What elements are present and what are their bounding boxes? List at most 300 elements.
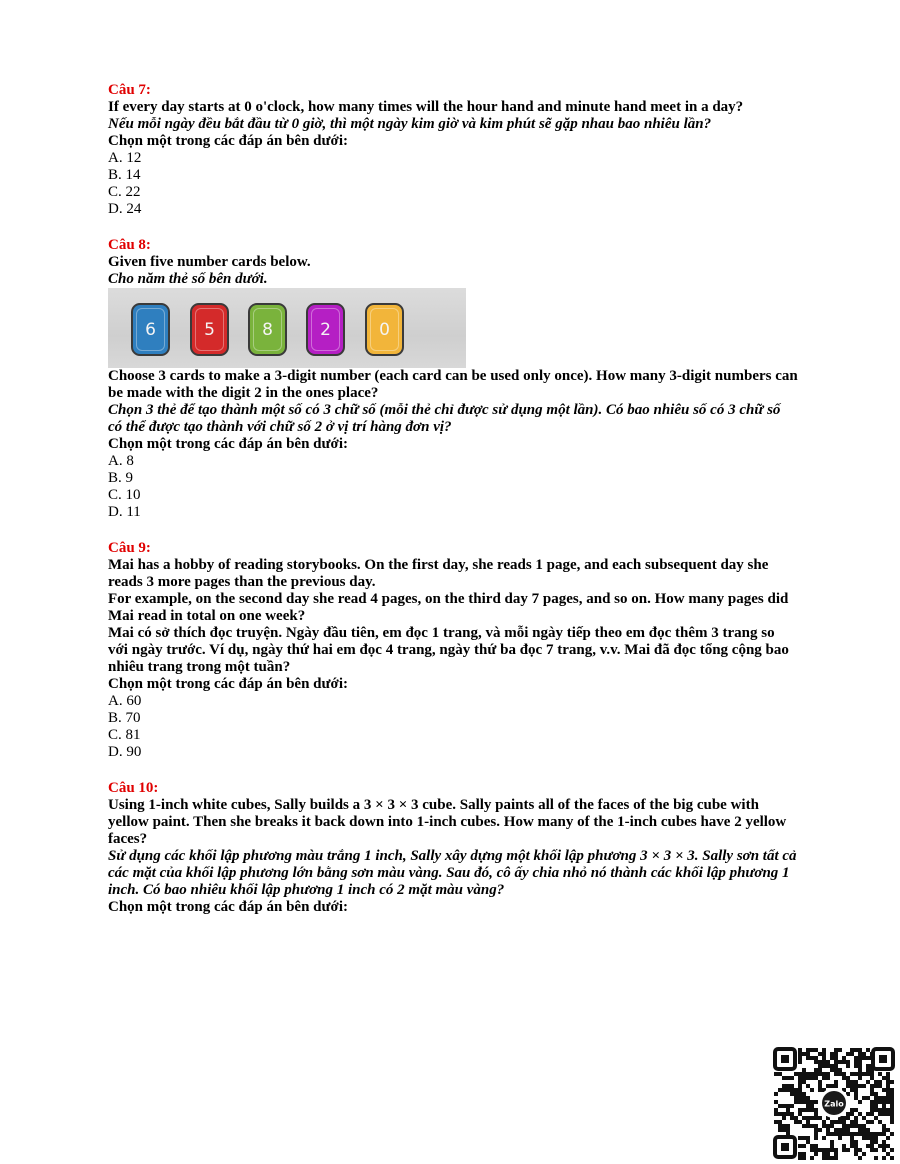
qr-module — [778, 1128, 782, 1132]
qr-module — [830, 1124, 834, 1128]
qr-module — [850, 1124, 854, 1128]
answer-option[interactable]: B. 70 — [108, 710, 141, 726]
qr-module — [842, 1120, 846, 1124]
qr-module — [870, 1132, 874, 1136]
qr-module — [794, 1088, 798, 1092]
qr-module — [882, 1108, 886, 1112]
qr-module — [838, 1132, 842, 1136]
qr-module — [822, 1060, 826, 1064]
number-card — [190, 303, 229, 356]
qr-module — [846, 1112, 850, 1116]
qr-module — [810, 1108, 814, 1112]
qr-module — [890, 1088, 894, 1092]
qr-module — [790, 1084, 794, 1088]
qr-module — [786, 1128, 790, 1132]
qr-module — [890, 1116, 894, 1120]
qr-module — [890, 1108, 894, 1112]
qr-module — [886, 1076, 890, 1080]
qr-module — [858, 1124, 862, 1128]
qr-module — [846, 1076, 850, 1080]
answer-option[interactable]: A. 60 — [108, 693, 142, 709]
qr-module — [886, 1152, 890, 1156]
qr-module — [890, 1100, 894, 1104]
qr-module — [794, 1072, 798, 1076]
qr-module — [834, 1132, 838, 1136]
qr-module — [850, 1084, 854, 1088]
qr-module — [826, 1128, 830, 1132]
qr-module — [870, 1104, 874, 1108]
qr-module — [874, 1140, 878, 1144]
qr-module — [826, 1152, 830, 1156]
qr-module — [846, 1132, 850, 1136]
qr-module — [794, 1092, 798, 1096]
zalo-logo-text: Zalo — [824, 1099, 844, 1109]
qr-module — [782, 1104, 786, 1108]
question-text-vi: Sử dụng các khối lập phương màu trắng 1 inch, Sally xây dựng một khối lập phương 3 × 3 × 3. Sally sơn tất cả các mặt của khối lập phương lớn bằng sơn màu vàng. Sau đó, cô ấy chia nhỏ nó thành các khối lập phương 1 inch. Có bao nhiêu khối lập phương 1 inch có 2 mặt màu vàng? — [108, 848, 797, 898]
answer-option[interactable]: A. 12 — [108, 150, 142, 166]
qr-module — [802, 1108, 806, 1112]
qr-module — [806, 1136, 810, 1140]
qr-module — [878, 1112, 882, 1116]
qr-module — [850, 1048, 854, 1052]
card-digit: 5 — [204, 319, 215, 340]
qr-module — [886, 1096, 890, 1100]
qr-module — [798, 1112, 802, 1116]
qr-module — [802, 1076, 806, 1080]
qr-module — [882, 1076, 886, 1080]
qr-module — [814, 1136, 818, 1140]
qr-module — [838, 1068, 842, 1072]
qr-module — [822, 1148, 826, 1152]
qr-module — [842, 1056, 846, 1060]
qr-module — [850, 1108, 854, 1112]
qr-module — [818, 1148, 822, 1152]
qr-module — [790, 1104, 794, 1108]
answer-option[interactable]: C. 10 — [108, 487, 141, 503]
qr-module — [802, 1072, 806, 1076]
qr-module — [794, 1116, 798, 1120]
qr-module — [854, 1148, 858, 1152]
qr-module — [826, 1124, 830, 1128]
qr-module — [810, 1104, 814, 1108]
qr-module — [846, 1080, 850, 1084]
qr-module — [826, 1072, 830, 1076]
qr-module — [886, 1100, 890, 1104]
qr-module — [854, 1144, 858, 1148]
qr-module — [818, 1116, 822, 1120]
question-text-vi: Chọn 3 thẻ để tạo thành một số có 3 chữ số (mỗi thẻ chỉ được sử dụng một lần). Có bao nhiêu số có 3 chữ số có thể được tạo thành với chữ số 2 ở vị trí hàng đơn vị? — [108, 402, 781, 435]
qr-module — [830, 1132, 834, 1136]
qr-module — [886, 1112, 890, 1116]
question-7 — [108, 82, 798, 218]
qr-module — [826, 1084, 830, 1088]
qr-module — [890, 1156, 894, 1160]
qr-module — [850, 1088, 854, 1092]
qr-module — [862, 1136, 866, 1140]
qr-module — [862, 1152, 866, 1156]
qr-module — [850, 1144, 854, 1148]
qr-module — [834, 1052, 838, 1056]
qr-module — [774, 1112, 778, 1116]
answer-option[interactable]: C. 22 — [108, 184, 141, 200]
qr-module — [822, 1056, 826, 1060]
qr-module — [814, 1076, 818, 1080]
number-card — [248, 303, 287, 356]
qr-module — [830, 1056, 834, 1060]
answer-option[interactable]: A. 8 — [108, 453, 134, 469]
qr-module — [830, 1084, 834, 1088]
qr-module — [818, 1052, 822, 1056]
qr-module — [862, 1096, 866, 1100]
qr-module — [854, 1072, 858, 1076]
qr-module — [854, 1060, 858, 1064]
qr-module — [850, 1112, 854, 1116]
qr-module — [890, 1120, 894, 1124]
qr-module — [870, 1072, 874, 1076]
question-intro-en: Given five number cards below. — [108, 254, 311, 270]
qr-module — [874, 1096, 878, 1100]
question-text-en-example: For example, on the second day she read 4 pages, on the third day 7 pages, and so on. How many pages did Mai read in total on one week? — [108, 591, 789, 624]
qr-module — [858, 1156, 862, 1160]
qr-module — [798, 1080, 802, 1084]
qr-module — [802, 1152, 806, 1156]
qr-module — [850, 1072, 854, 1076]
qr-module — [826, 1132, 830, 1136]
qr-module — [814, 1144, 818, 1148]
qr-module — [854, 1084, 858, 1088]
qr-module — [834, 1060, 838, 1064]
qr-module — [782, 1124, 786, 1128]
qr-module — [810, 1116, 814, 1120]
qr-module — [842, 1144, 846, 1148]
qr-module — [798, 1048, 802, 1052]
qr-module — [802, 1124, 806, 1128]
qr-module — [810, 1056, 814, 1060]
qr-module — [822, 1120, 826, 1124]
qr-module — [822, 1048, 826, 1052]
qr-module — [866, 1144, 870, 1148]
qr-module — [798, 1096, 802, 1100]
qr-module — [886, 1084, 890, 1088]
qr-module — [786, 1084, 790, 1088]
card-digit: 6 — [145, 319, 156, 340]
qr-module — [802, 1080, 806, 1084]
question-title: Câu 8: — [108, 237, 151, 253]
qr-module — [882, 1112, 886, 1116]
qr-module — [846, 1052, 850, 1056]
qr-module — [886, 1128, 890, 1132]
qr-module — [846, 1128, 850, 1132]
qr-module — [798, 1060, 802, 1064]
qr-module — [810, 1076, 814, 1080]
qr-module — [830, 1120, 834, 1124]
qr-module — [782, 1076, 786, 1080]
qr-module — [858, 1052, 862, 1056]
qr-module — [878, 1096, 882, 1100]
qr-module — [774, 1100, 778, 1104]
answer-option[interactable]: D. 11 — [108, 504, 141, 520]
qr-module — [862, 1052, 866, 1056]
qr-module — [862, 1132, 866, 1136]
qr-module — [798, 1144, 802, 1148]
qr-module — [878, 1072, 882, 1076]
qr-module — [866, 1128, 870, 1132]
qr-module — [846, 1060, 850, 1064]
qr-module — [778, 1120, 782, 1124]
qr-module — [814, 1132, 818, 1136]
qr-module — [834, 1056, 838, 1060]
qr-module — [882, 1100, 886, 1104]
qr-module — [802, 1156, 806, 1160]
qr-module — [834, 1072, 838, 1076]
qr-module — [858, 1068, 862, 1072]
qr-module — [882, 1156, 886, 1160]
qr-module — [890, 1104, 894, 1108]
qr-module — [842, 1128, 846, 1132]
qr-module — [814, 1060, 818, 1064]
qr-module — [798, 1120, 802, 1124]
qr-module — [870, 1092, 874, 1096]
qr-module — [870, 1100, 874, 1104]
qr-module — [870, 1108, 874, 1112]
qr-module — [834, 1068, 838, 1072]
qr-module — [866, 1136, 870, 1140]
qr-module — [786, 1112, 790, 1116]
question-text-en: If every day starts at 0 o'clock, how many times will the hour hand and minute hand meet in a day? — [108, 99, 744, 115]
qr-module — [802, 1096, 806, 1100]
qr-module — [878, 1120, 882, 1124]
qr-module — [798, 1108, 802, 1112]
qr-module — [878, 1108, 882, 1112]
qr-module — [822, 1156, 826, 1160]
qr-module — [842, 1148, 846, 1152]
qr-module — [786, 1108, 790, 1112]
qr-module — [882, 1140, 886, 1144]
answer-option[interactable]: D. 24 — [108, 201, 142, 217]
qr-module — [866, 1096, 870, 1100]
qr-module — [850, 1140, 854, 1144]
qr-module — [818, 1072, 822, 1076]
qr-module — [878, 1080, 882, 1084]
question-title: Câu 7: — [108, 82, 151, 98]
qr-module — [798, 1100, 802, 1104]
qr-module — [830, 1156, 834, 1160]
qr-module — [842, 1076, 846, 1080]
qr-module — [854, 1124, 858, 1128]
qr-module — [886, 1136, 890, 1140]
qr-module — [854, 1132, 858, 1136]
qr-module — [874, 1080, 878, 1084]
qr-module — [878, 1144, 882, 1148]
qr-module — [870, 1112, 874, 1116]
qr-module — [806, 1120, 810, 1124]
qr-module — [854, 1116, 858, 1120]
qr-module — [822, 1152, 826, 1156]
qr-module — [782, 1116, 786, 1120]
qr-module — [778, 1124, 782, 1128]
qr-module — [814, 1116, 818, 1120]
qr-module — [846, 1064, 850, 1068]
qr-module — [886, 1144, 890, 1148]
qr-module — [802, 1116, 806, 1120]
qr-module — [854, 1056, 858, 1060]
qr-module — [838, 1072, 842, 1076]
qr-module — [802, 1136, 806, 1140]
choose-prompt: Chọn một trong các đáp án bên dưới: — [108, 436, 348, 452]
qr-module — [874, 1156, 878, 1160]
qr-module — [830, 1144, 834, 1148]
qr-module — [890, 1112, 894, 1116]
qr-module — [810, 1144, 814, 1148]
qr-module — [798, 1072, 802, 1076]
qr-module — [866, 1048, 870, 1052]
document-body — [108, 82, 798, 935]
qr-module — [890, 1132, 894, 1136]
qr-module — [870, 1148, 874, 1152]
qr-module — [790, 1088, 794, 1092]
qr-module — [806, 1140, 810, 1144]
qr-module — [778, 1088, 782, 1092]
qr-module — [830, 1068, 834, 1072]
answer-option[interactable]: B. 9 — [108, 470, 134, 486]
qr-module — [854, 1108, 858, 1112]
qr-module — [814, 1124, 818, 1128]
qr-module — [882, 1096, 886, 1100]
qr-module — [874, 1100, 878, 1104]
qr-module — [782, 1088, 786, 1092]
qr-module — [822, 1124, 826, 1128]
question-text-en: Choose 3 cards to make a 3-digit number (each card can be used only once). How many 3-digit numbers can be made with the digit 2 in the ones place? — [108, 368, 798, 401]
qr-module — [834, 1148, 838, 1152]
qr-module — [802, 1052, 806, 1056]
qr-module — [810, 1048, 814, 1052]
qr-module — [786, 1124, 790, 1128]
qr-module — [846, 1124, 850, 1128]
qr-module — [874, 1108, 878, 1112]
qr-module — [814, 1128, 818, 1132]
qr-module — [878, 1084, 882, 1088]
qr-module — [806, 1100, 810, 1104]
qr-module — [798, 1088, 802, 1092]
qr-module — [822, 1052, 826, 1056]
qr-module — [778, 1104, 782, 1108]
qr-module — [854, 1140, 858, 1144]
qr-module — [842, 1132, 846, 1136]
qr-module — [838, 1120, 842, 1124]
qr-module — [814, 1056, 818, 1060]
qr-module — [810, 1100, 814, 1104]
qr-module — [774, 1092, 778, 1096]
qr-module — [818, 1064, 822, 1068]
qr-module — [854, 1096, 858, 1100]
qr-module — [870, 1076, 874, 1080]
qr-module — [826, 1060, 830, 1064]
qr-module — [862, 1072, 866, 1076]
qr-module — [858, 1100, 862, 1104]
qr-module — [806, 1076, 810, 1080]
qr-module — [858, 1060, 862, 1064]
qr-module — [838, 1048, 842, 1052]
qr-module — [806, 1116, 810, 1120]
qr-module — [798, 1152, 802, 1156]
answer-option[interactable]: D. 90 — [108, 744, 142, 760]
qr-module — [834, 1048, 838, 1052]
qr-module — [814, 1048, 818, 1052]
qr-module — [882, 1148, 886, 1152]
qr-module — [838, 1136, 842, 1140]
qr-module — [874, 1116, 878, 1120]
qr-module — [826, 1148, 830, 1152]
qr-module — [890, 1148, 894, 1152]
qr-module — [878, 1132, 882, 1136]
qr-module — [806, 1048, 810, 1052]
qr-module — [886, 1080, 890, 1084]
qr-module — [814, 1152, 818, 1156]
qr-module — [874, 1104, 878, 1108]
qr-module — [814, 1112, 818, 1116]
qr-module — [890, 1092, 894, 1096]
qr-module — [794, 1100, 798, 1104]
qr-module — [782, 1128, 786, 1132]
qr-module — [854, 1080, 858, 1084]
qr-module — [850, 1136, 854, 1140]
answer-option[interactable]: C. 81 — [108, 727, 141, 743]
qr-module — [802, 1092, 806, 1096]
qr-module — [842, 1124, 846, 1128]
qr-module — [890, 1080, 894, 1084]
qr-module — [786, 1076, 790, 1080]
qr-module — [810, 1124, 814, 1128]
qr-module — [882, 1124, 886, 1128]
qr-module — [866, 1112, 870, 1116]
qr-module — [822, 1076, 826, 1080]
qr-module — [818, 1088, 822, 1092]
qr-module — [790, 1092, 794, 1096]
question-9 — [108, 540, 798, 761]
qr-module — [846, 1116, 850, 1120]
answer-option[interactable]: B. 14 — [108, 167, 141, 183]
qr-module — [794, 1120, 798, 1124]
qr-module — [798, 1136, 802, 1140]
question-8 — [108, 237, 798, 521]
zalo-qr-code[interactable] — [772, 1046, 896, 1160]
qr-module — [810, 1088, 814, 1092]
qr-module — [834, 1080, 838, 1084]
number-card — [131, 303, 170, 356]
qr-module — [866, 1056, 870, 1060]
qr-module — [786, 1088, 790, 1092]
qr-module — [806, 1096, 810, 1100]
qr-module — [846, 1084, 850, 1088]
qr-module — [862, 1056, 866, 1060]
qr-module — [890, 1096, 894, 1100]
qr-module — [858, 1064, 862, 1068]
qr-module — [866, 1072, 870, 1076]
qr-module — [862, 1128, 866, 1132]
qr-module — [774, 1072, 778, 1076]
question-text-vi: Nếu mỗi ngày đều bắt đầu từ 0 giờ, thì một ngày kim giờ và kim phút sẽ gặp nhau bao nhiêu lần? — [108, 116, 712, 132]
qr-module — [806, 1108, 810, 1112]
qr-module — [790, 1112, 794, 1116]
qr-module — [850, 1080, 854, 1084]
qr-module — [842, 1072, 846, 1076]
qr-module — [814, 1148, 818, 1152]
qr-module — [814, 1068, 818, 1072]
qr-module — [854, 1064, 858, 1068]
qr-module — [774, 1108, 778, 1112]
qr-module — [806, 1104, 810, 1108]
qr-module — [778, 1112, 782, 1116]
